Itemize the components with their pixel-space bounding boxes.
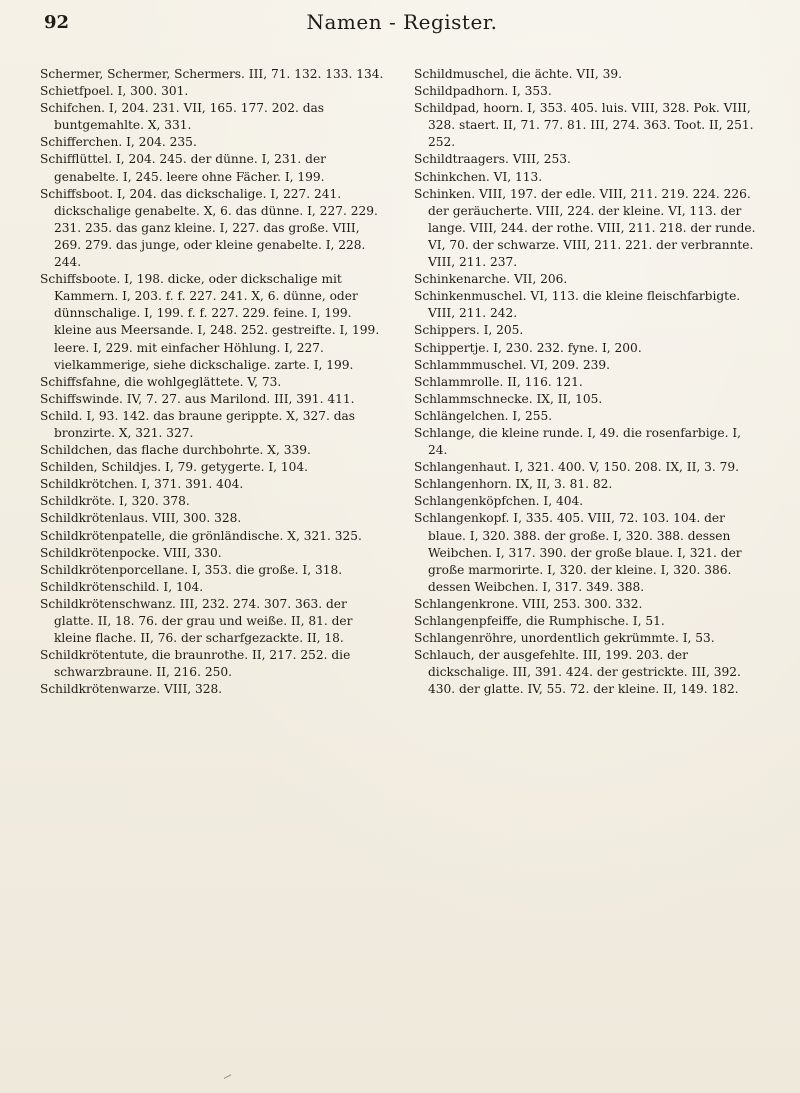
register-entry: Schlangenkrone. VIII, 253. 300. 332. — [414, 596, 643, 611]
register-entry: Schlängelchen. I, 255. — [414, 408, 553, 423]
register-entry: Schlangenköpfchen. I, 404. — [414, 494, 584, 509]
register-entry: Schildtraagers. VIII, 253. — [414, 152, 571, 167]
register-entry: Schildkrötchen. I, 371. 391. 404. — [40, 477, 244, 492]
register-entry: Schlangenkopf. I, 335. 405. VIII, 72. 103. 104. der blaue. I, 320. 388. der große. I, 320. 388. dessen Weibchen. I, 317. 390. der große blaue. I, 321. der große marmorirte. I, 320. der kleine. I, 320. 386. dessen Weibchen. I, 317. 349. 388. — [414, 511, 742, 594]
register-entry: Schifferchen. I, 204. 235. — [40, 135, 197, 150]
register-entry: Schildkrötenschild. I, 104. — [40, 579, 204, 594]
register-entry: Schinkenarche. VII, 206. — [414, 272, 568, 287]
register-entry: Schiffsboot. I, 204. das dickschalige. I, 227. 241. dickschalige genabelte. X, 6. das dünne. I, 227. 229. 231. 235. das ganz kleine. I, 227. das große. VIII, 269. 279. das junge, oder kleine genabelte. I, 228. 244. — [40, 186, 378, 270]
register-entry: Schinkchen. VI, 113. — [414, 169, 543, 184]
register-entry: Schinken. VIII, 197. der edle. VIII, 211. 219. 224. 226. der geräucherte. VIII, 224. der kleine. VI, 113. der lange. VIII, 244. der rothe. VIII, 211. 218. der runde. VI, 70. der schwarze. VIII, 211. 221. der verbrannte. VIII, 211. 237. — [414, 186, 756, 270]
register-entry: Schildkrötenwarze. VIII, 328. — [40, 682, 223, 697]
register-columns — [40, 66, 764, 1066]
register-entry: Schildchen, das flache durchbohrte. X, 339. — [40, 443, 311, 458]
register-entry: Schiffsfahne, die wohlgeglättete. V, 73. — [40, 374, 282, 389]
register-entry: Schlangenhaut. I, 321. 400. V, 150. 208. IX, II, 3. 79. — [414, 460, 740, 475]
page-mark — [224, 1074, 232, 1080]
register-entry: Schildkrötentute, die braunrothe. II, 217. 252. die schwarzbraune. II, 216. 250. — [40, 648, 351, 680]
register-entry: Schildkrötenpatelle, die grönländische. X, 321. 325. — [40, 528, 362, 543]
register-entry: Schilden, Schildjes. I, 79. getygerte. I, 104. — [40, 460, 309, 475]
register-entry: Schifflüttel. I, 204. 245. der dünne. I, 231. der genabelte. I, 245. leere ohne Fächer. I, 199. — [40, 152, 327, 184]
register-entry: Schildkröte. I, 320. 378. — [40, 494, 190, 509]
register-entry: Schlammschnecke. IX, II, 105. — [414, 391, 603, 406]
page-number: 92 — [44, 12, 70, 33]
register-entry: Schiffsboote. I, 198. dicke, oder dickschalige mit Kammern. I, 203. f. f. 227. 241. X, 6. dünne, oder dünnschalige. I, 199. f. f. 227. 229. feine. I, 199. kleine aus Meersande. I, 248. 252. gestreifte. I, 199. leere. I, 229. mit einfacher Höhlung. I, 227. vielkammerige, siehe dickschalige. zarte. I, 199. — [40, 272, 380, 372]
page-header — [44, 8, 760, 36]
register-entry: Schildkrötenporcellane. I, 353. die große. I, 318. — [40, 562, 343, 577]
left-column — [40, 66, 390, 1066]
register-entry: Schermer, Schermer, Schermers. III, 71. 132. 133. 134. — [40, 67, 384, 81]
register-entry: Schiffswinde. IV, 7. 27. aus Marilond. III, 391. 411. — [40, 391, 355, 406]
register-entry: Schifchen. I, 204. 231. VII, 165. 177. 202. das buntgemahlte. X, 331. — [40, 101, 325, 133]
register-entry: Schietfpoel. I, 300. 301. — [40, 84, 189, 99]
register-entry: Schildpad, hoorn. I, 353. 405. luis. VIII, 328. Pok. VIII, 328. staert. II, 71. 77. 81. III, 274. 363. Toot. II, 251. 252. — [414, 101, 754, 150]
register-entry: Schildkrötenlaus. VIII, 300. 328. — [40, 511, 242, 526]
register-entry: Schildmuschel, die ächte. VII, 39. — [414, 67, 622, 81]
register-entry: Schinkenmuschel. VI, 113. die kleine fleischfarbigte. VIII, 211. 242. — [414, 289, 741, 321]
register-entry: Schlangenhorn. IX, II, 3. 81. 82. — [414, 477, 613, 492]
register-entry: Schlammmuschel. VI, 209. 239. — [414, 357, 611, 372]
register-entry: Schlammrolle. II, 116. 121. — [414, 374, 583, 389]
register-entry: Schlangenpfeiffe, die Rumphische. I, 51. — [414, 614, 665, 628]
register-entry: Schlauch, der ausgefehlte. III, 199. 203. der dickschalige. III, 391. 424. der gestrickte. III, 392. 430. der glatte. IV, 55. 72. der kleine. II, 149. 182. — [414, 648, 741, 697]
register-entry: Schildkrötenschwanz. III, 232. 274. 307. 363. der glatte. II, 18. 76. der grau und weiße. II, 81. der kleine flache. II, 76. der scharfgezackte. II, 18. — [40, 596, 353, 646]
register-entry: Schlangenröhre, unordentlich gekrümmte. I, 53. — [414, 631, 715, 646]
register-entry: Schildpadhorn. I, 353. — [414, 84, 552, 99]
register-entry: Schild. I, 93. 142. das braune gerippte. X, 327. das bronzirte. X, 321. 327. — [40, 408, 356, 440]
right-column — [414, 66, 764, 1066]
register-entry: Schippers. I, 205. — [414, 323, 524, 338]
register-entry: Schlange, die kleine runde. I, 49. die rosenfarbige. I, 24. — [414, 425, 742, 458]
register-entry: Schippertje. I, 230. 232. fyne. I, 200. — [414, 340, 642, 355]
register-entry: Schildkrötenpocke. VIII, 330. — [40, 545, 222, 560]
running-title: Namen - Register. — [306, 10, 498, 34]
